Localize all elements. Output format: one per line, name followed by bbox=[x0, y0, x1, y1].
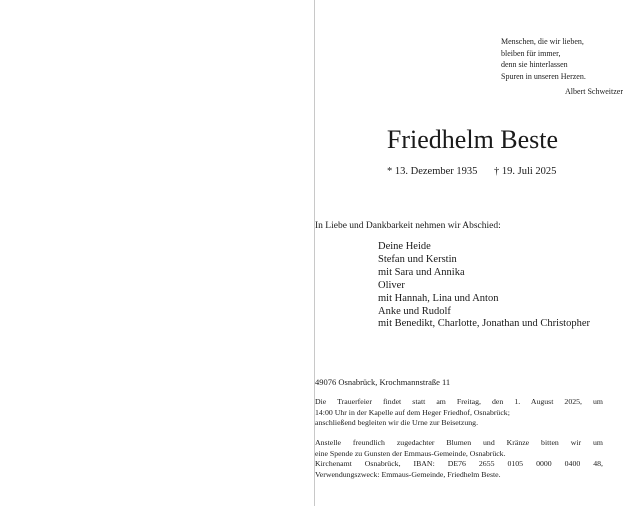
birth-date: * 13. Dezember 1935 bbox=[387, 166, 478, 177]
quote-author: Albert Schweitzer bbox=[565, 87, 623, 96]
deceased-name: Friedhelm Beste bbox=[386, 125, 559, 154]
notice-line: Kirchenamt Osnabrück, IBAN: DE76 2655 0105 0000 0400 48, bbox=[315, 459, 603, 468]
notice-line: Anstelle freundlich zugedachter Blumen und Kränze bitten wir um bbox=[315, 438, 603, 447]
family-member: mit Benedikt, Charlotte, Jonathan und Christopher bbox=[378, 318, 591, 330]
family-member: Stefan und Kerstin bbox=[378, 253, 457, 265]
family-address: 49076 Osnabrück, Krochmannstraße 11 bbox=[315, 377, 451, 387]
donation-notice bbox=[315, 438, 603, 480]
family-member: mit Sara und Annika bbox=[378, 266, 465, 278]
notice-line: anschließend begleiten wir die Urne zur Beisetzung. bbox=[315, 418, 479, 427]
funeral-notice bbox=[315, 397, 603, 429]
quote-line: Menschen, die wir lieben, bbox=[501, 37, 584, 46]
quote-line: bleiben für immer, bbox=[501, 48, 561, 58]
notice-line: 14:00 Uhr in der Kapelle auf dem Heger Friedhof, Osnabrück; bbox=[315, 407, 510, 417]
right-page bbox=[315, 0, 630, 506]
family-member: mit Hannah, Lina und Anton bbox=[378, 292, 499, 304]
family-member: Oliver bbox=[378, 279, 405, 291]
quote-line: Spuren in unseren Herzen. bbox=[501, 71, 586, 81]
notice-line: eine Spende zu Gunsten der Emmaus-Gemeinde, Osnabrück. bbox=[315, 448, 506, 458]
family-member: Anke und Rudolf bbox=[378, 305, 451, 317]
life-dates bbox=[387, 165, 556, 179]
epigraph-quote bbox=[501, 36, 625, 98]
family-list bbox=[378, 241, 590, 331]
notice-line: Die Trauerfeier findet statt am Freitag, den 1. August 2025, um bbox=[315, 397, 603, 406]
death-date: † 19. Juli 2025 bbox=[494, 166, 557, 177]
quote-line: denn sie hinterlassen bbox=[501, 60, 568, 69]
farewell-intro: In Liebe und Dankbarkeit nehmen wir Abschied: bbox=[315, 221, 501, 231]
notice-line: Verwendungszweck: Emmaus-Gemeinde, Friedhelm Beste. bbox=[315, 469, 501, 479]
family-member: Deine Heide bbox=[378, 241, 431, 252]
left-page-blank bbox=[0, 0, 314, 506]
